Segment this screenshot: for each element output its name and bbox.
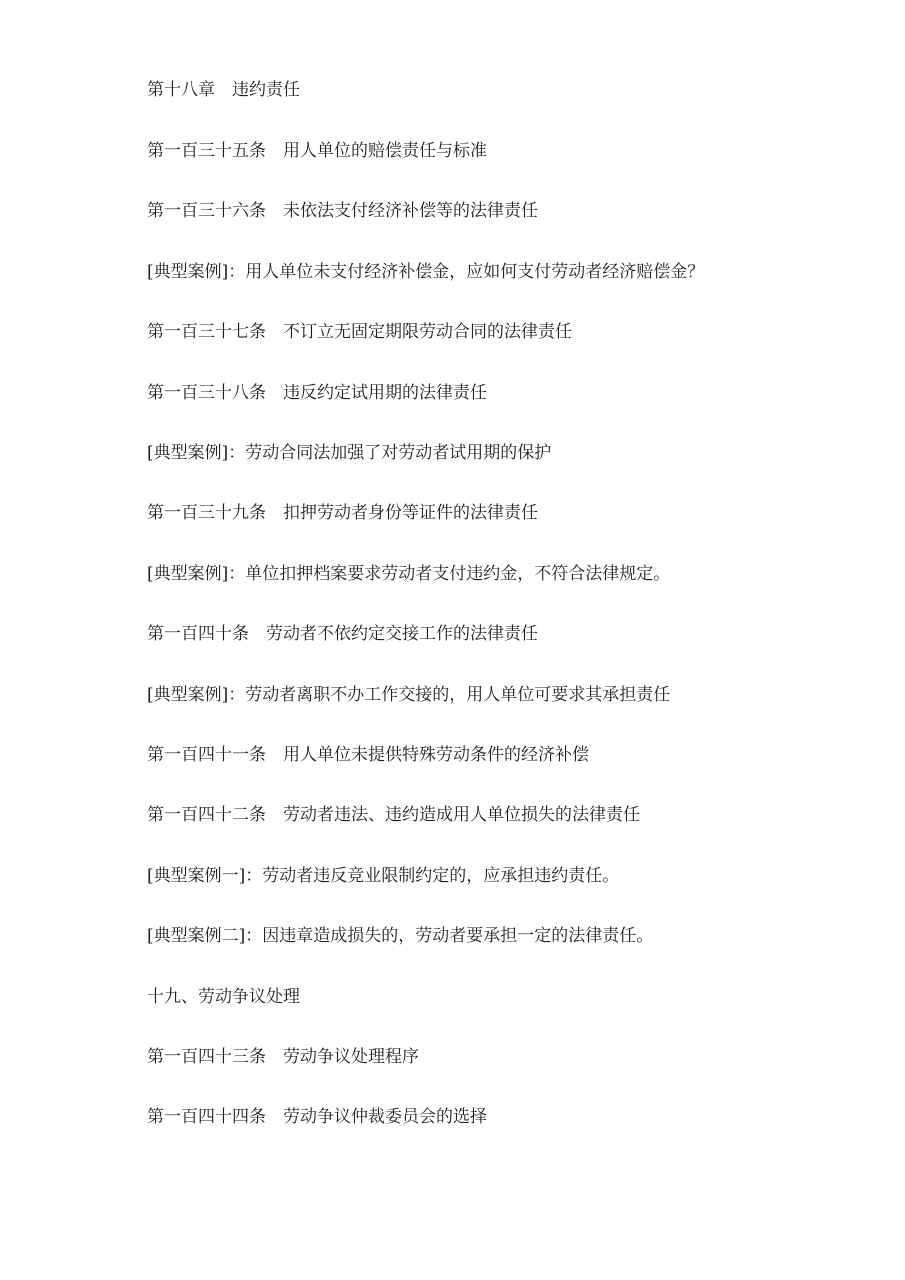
section-heading: 十九、劳动争议处理 <box>147 987 300 1007</box>
typical-case: [典型案例]：劳动合同法加强了对劳动者试用期的保护 <box>147 443 552 463</box>
article-141: 第一百四十一条 用人单位未提供特殊劳动条件的经济补偿 <box>147 745 589 765</box>
article-136: 第一百三十六条 未依法支付经济补偿等的法律责任 <box>147 201 538 221</box>
typical-case: [典型案例]：用人单位未支付经济补偿金，应如何支付劳动者经济赔偿金？ <box>147 262 705 282</box>
article-139: 第一百三十九条 扣押劳动者身份等证件的法律责任 <box>147 503 538 523</box>
article-143: 第一百四十三条 劳动争议处理程序 <box>147 1047 419 1067</box>
article-138: 第一百三十八条 违反约定试用期的法律责任 <box>147 383 487 403</box>
article-142: 第一百四十二条 劳动者违法、违约造成用人单位损失的法律责任 <box>147 805 640 825</box>
typical-case: [典型案例]：单位扣押档案要求劳动者支付违约金，不符合法律规定。 <box>147 564 671 584</box>
article-140: 第一百四十条 劳动者不依约定交接工作的法律责任 <box>147 624 538 644</box>
article-144: 第一百四十四条 劳动争议仲裁委员会的选择 <box>147 1107 487 1127</box>
article-137: 第一百三十七条 不订立无固定期限劳动合同的法律责任 <box>147 322 572 342</box>
typical-case: [典型案例]：劳动者离职不办工作交接的，用人单位可要求其承担责任 <box>147 685 671 705</box>
chapter-heading: 第十八章 违约责任 <box>147 80 300 100</box>
typical-case-one: [典型案例一]：劳动者违反竞业限制约定的，应承担违约责任。 <box>147 866 620 886</box>
article-135: 第一百三十五条 用人单位的赔偿责任与标准 <box>147 141 487 161</box>
typical-case-two: [典型案例二]：因违章造成损失的，劳动者要承担一定的法律责任。 <box>147 926 654 946</box>
